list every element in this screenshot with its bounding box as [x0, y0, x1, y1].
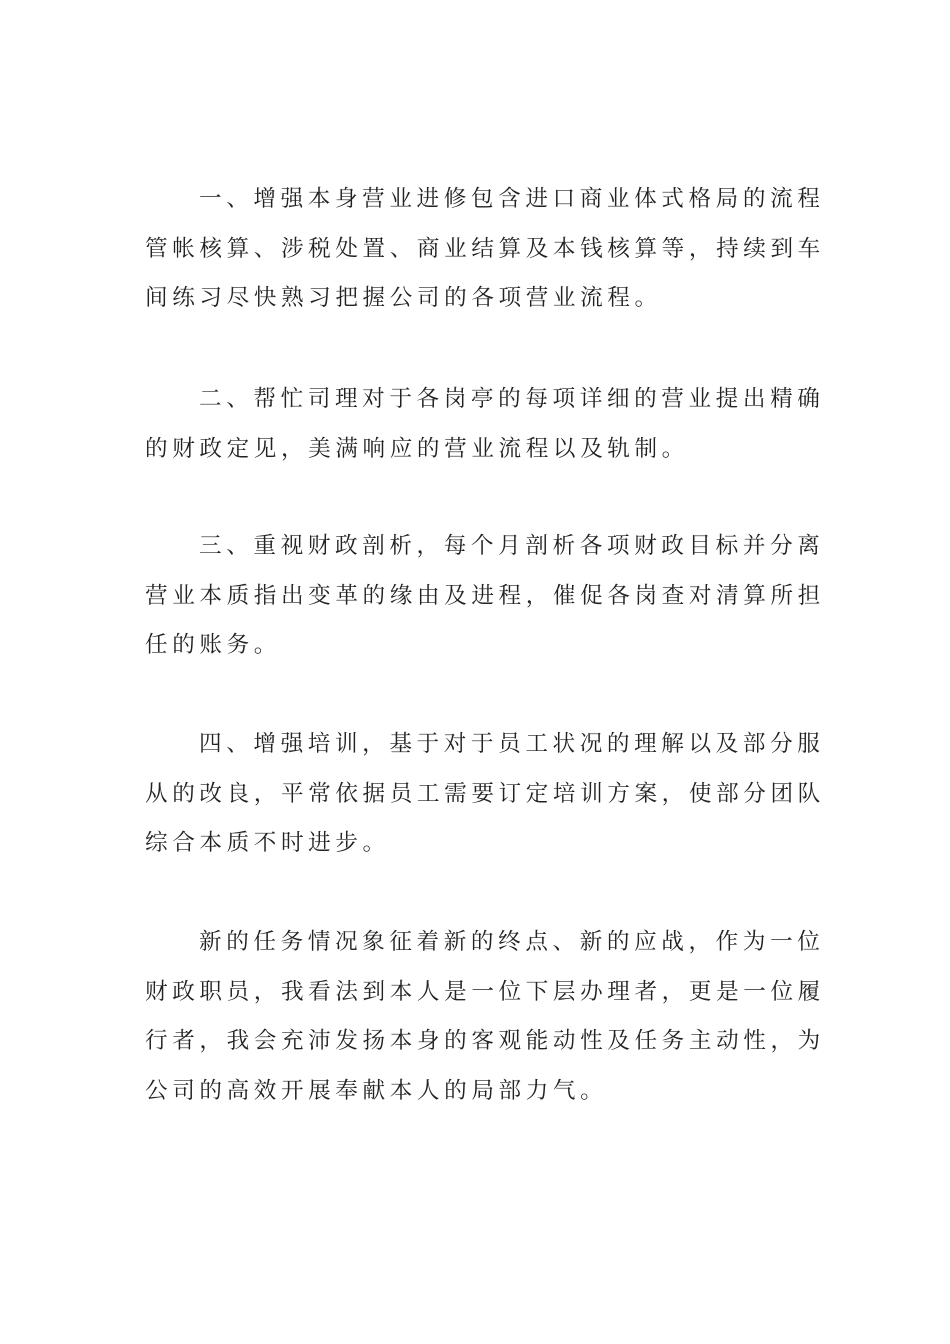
paragraph-line: 一、增强本身营业进修包含进口商业体式格局的流程 [199, 186, 825, 212]
paragraph-line: 管帐核算、涉税处置、商业结算及本钱核算等，持续到车 [145, 235, 825, 262]
paragraph-line: 三、重视财政剖析，每个月剖析各项财政目标并分离 [199, 533, 825, 559]
paragraph-line: 新的任务情况象征着新的终点、新的应战，作为一位 [199, 929, 825, 955]
paragraph-4 [145, 720, 825, 869]
paragraph-line: 行者，我会充沛发扬本身的客观能动性及任务主动性，为 [145, 1028, 825, 1054]
paragraph-line: 任的账务。 [145, 632, 281, 658]
paragraph-line: 二、帮忙司理对于各岗亭的每项详细的营业提出精确 [199, 386, 825, 412]
paragraph-line: 综合本质不时进步。 [145, 830, 390, 856]
paragraph-line: 财政职员，我看法到本人是一位下层办理者，更是一位履 [145, 978, 825, 1005]
paragraph-line: 公司的高效开展奉献本人的局部力气。 [145, 1077, 608, 1104]
paragraph-line: 营业本质指出变革的缘由及进程，催促各岗查对清算所担 [145, 582, 825, 609]
paragraph-2 [145, 375, 825, 474]
paragraph-line: 从的改良，平常依据员工需要订定培训方案，使部分团队 [145, 780, 825, 807]
paragraph-line: 间练习尽快熟习把握公司的各项营业流程。 [145, 285, 662, 311]
paragraph-5 [145, 918, 825, 1116]
paragraph-1 [145, 175, 825, 324]
paragraph-line: 的财政定见，美满响应的营业流程以及轨制。 [145, 435, 689, 462]
paragraph-line: 四、增强培训，基于对于员工状况的理解以及部分服 [199, 731, 825, 757]
paragraph-3 [145, 522, 825, 671]
